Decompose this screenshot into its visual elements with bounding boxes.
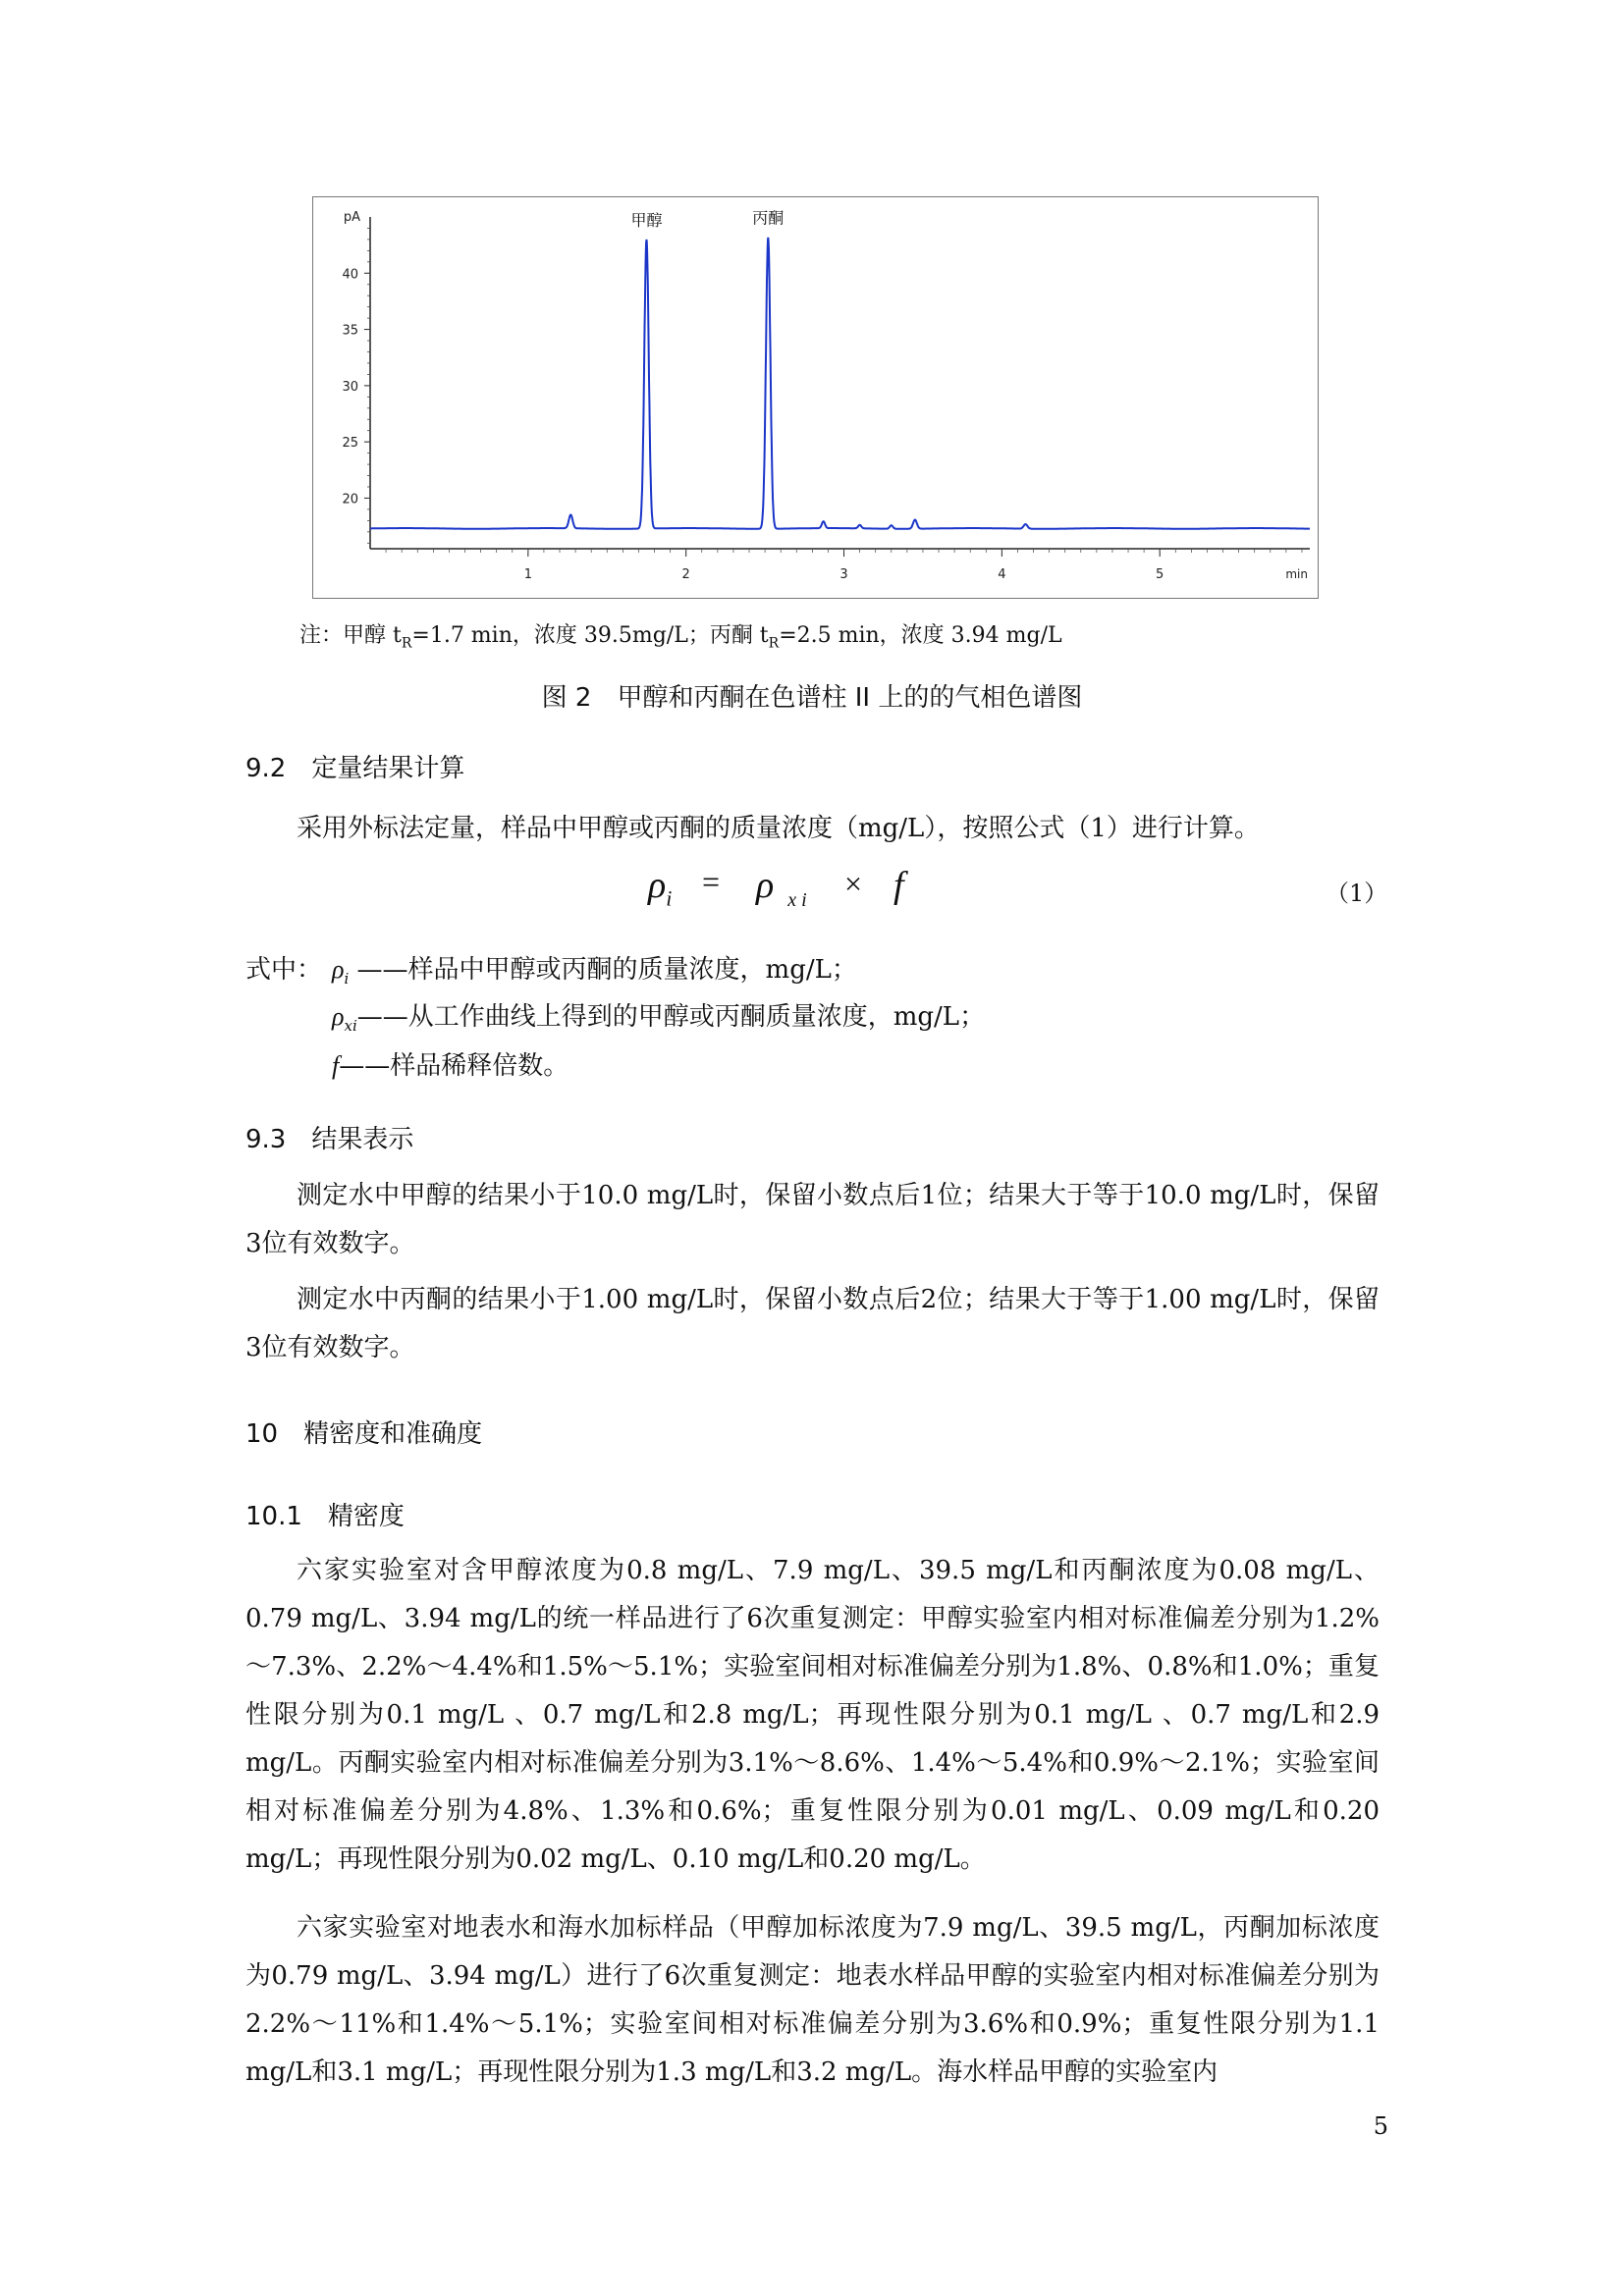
y-tick-label: 35 [342, 323, 358, 339]
eq-times: × [844, 866, 863, 901]
eq-f: f [893, 865, 904, 906]
peak-label: 甲醇 [630, 210, 663, 230]
y-tick-label: 25 [342, 436, 358, 452]
note-sub1: R [401, 635, 412, 652]
x-tick-label: 5 [1156, 567, 1164, 582]
note-sub2: R [768, 635, 780, 652]
def-rho-i [332, 950, 857, 998]
equation-1 [648, 864, 1394, 923]
page-number: 5 [1373, 2112, 1388, 2140]
note-prefix: 注：甲醇 t [299, 623, 402, 648]
def-rho-xi-sym: ρ [332, 1002, 345, 1031]
chart-axes [370, 217, 1310, 549]
peak-labels [630, 209, 784, 230]
chromatogram-svg [313, 197, 1317, 597]
section-10-1-p1: 六家实验室对含甲醇浓度为0.8 mg/L、7.9 mg/L、39.5 mg/L和丙酮浓度为0.08 mg/L、0.79 mg/L、3.94 mg/L的统一样品进行了6次重复测定：甲醇实验室内相对标准偏差分别为1.2%～7.3%、2.2%～4.4%和1.5%～5.1%；实验室间相对标准偏差分别为1.8%、0.8%和1.0%；重复性限分别为0.1 mg/L 、0.7 mg/L和2.8 mg/L；再现性限分别为0.1 mg/L 、0.7 mg/L和2.9 mg/L。丙酮实验室内相对标准偏差分别为3.1%～8.6%、1.4%～5.4%和0.9%～2.1%；实验室间相对标准偏差分别为4.8%、1.3%和0.6%；重复性限分别为0.01 mg/L、0.09 mg/L和0.20 mg/L；再现性限分别为0.02 mg/L、0.10 mg/L和0.20 mg/L。 [245, 1556, 1380, 1874]
eq-equals: = [702, 864, 721, 899]
defs-prefix: 式中： [245, 955, 323, 985]
section-9-2-intro: 采用外标法定量，样品中甲醇或丙酮的质量浓度（mg/L），按照公式（1）进行计算。 [297, 814, 1260, 843]
def-rho-i-sym: ρ [332, 955, 345, 984]
x-tick-label: 3 [839, 567, 848, 582]
y-tick-label: 40 [342, 267, 358, 283]
y-tick-label: 30 [342, 379, 358, 395]
def-f [332, 1046, 568, 1086]
eq-lhs: ρ [648, 865, 667, 906]
section-9-3-heading: 9.3 结果表示 [245, 1125, 414, 1154]
y-unit-label: pA [343, 210, 360, 225]
note-mid: =1.7 min，浓度 39.5mg/L；丙酮 t [411, 623, 769, 648]
def-rho-i-text: ——样品中甲醇或丙酮的质量浓度，mg/L； [349, 955, 857, 985]
x-unit-label: min [1285, 567, 1308, 581]
x-tick-label: 4 [998, 567, 1006, 582]
eq-rhs-sub: x i [787, 888, 807, 911]
def-rho-xi-sub: xi [344, 1017, 357, 1036]
peak-label: 丙酮 [752, 208, 785, 228]
section-10-heading: 10 精密度和准确度 [245, 1419, 483, 1449]
note-suffix: =2.5 min，浓度 3.94 mg/L [779, 623, 1062, 648]
def-rho-i-sub: i [344, 970, 350, 988]
def-f-sym: f [332, 1051, 340, 1080]
chromatogram-figure [312, 196, 1319, 599]
section-10-1-p2: 六家实验室对地表水和海水加标样品（甲醇加标浓度为7.9 mg/L、39.5 mg/L，丙酮加标浓度为0.79 mg/L、3.94 mg/L）进行了6次重复测定：地表水样品甲醇的实验室内相对标准偏差分别为2.2%～11%和1.4%～5.1%；实验室间相对标准偏差分别为3.6%和0.9%；重复性限分别为1.1 mg/L和3.1 mg/L；再现性限分别为1.3 mg/L和3.2 mg/L。海水样品甲醇的实验室内 [245, 1913, 1380, 2087]
def-rho-xi-text: ——从工作曲线上得到的甲醇或丙酮质量浓度，mg/L； [356, 1002, 986, 1032]
section-10-1-heading: 10.1 精密度 [245, 1502, 405, 1531]
figure-note [299, 618, 1062, 651]
eq-number: （1） [1326, 880, 1388, 907]
chromatogram-trace [370, 238, 1310, 529]
def-f-text: ——样品稀释倍数。 [339, 1051, 569, 1081]
section-9-3-p2: 测定水中丙酮的结果小于1.00 mg/L时，保留小数点后2位；结果大于等于1.00 mg/L时，保留3位有效数字。 [245, 1285, 1380, 1362]
figure-caption: 图 2 甲醇和丙酮在色谱柱 II 上的的气相色谱图 [541, 683, 1083, 713]
section-9-2-heading: 9.2 定量结果计算 [245, 754, 465, 783]
section-9-3-p1: 测定水中甲醇的结果小于10.0 mg/L时，保留小数点后1位；结果大于等于10.0 mg/L时，保留3位有效数字。 [245, 1181, 1380, 1258]
x-tick-label: 2 [681, 567, 690, 582]
eq-lhs-sub: i [666, 885, 673, 911]
def-rho-xi [332, 997, 985, 1045]
x-tick-label: 1 [523, 567, 532, 582]
eq-rhs: ρ [756, 865, 775, 906]
y-tick-label: 20 [342, 492, 358, 507]
